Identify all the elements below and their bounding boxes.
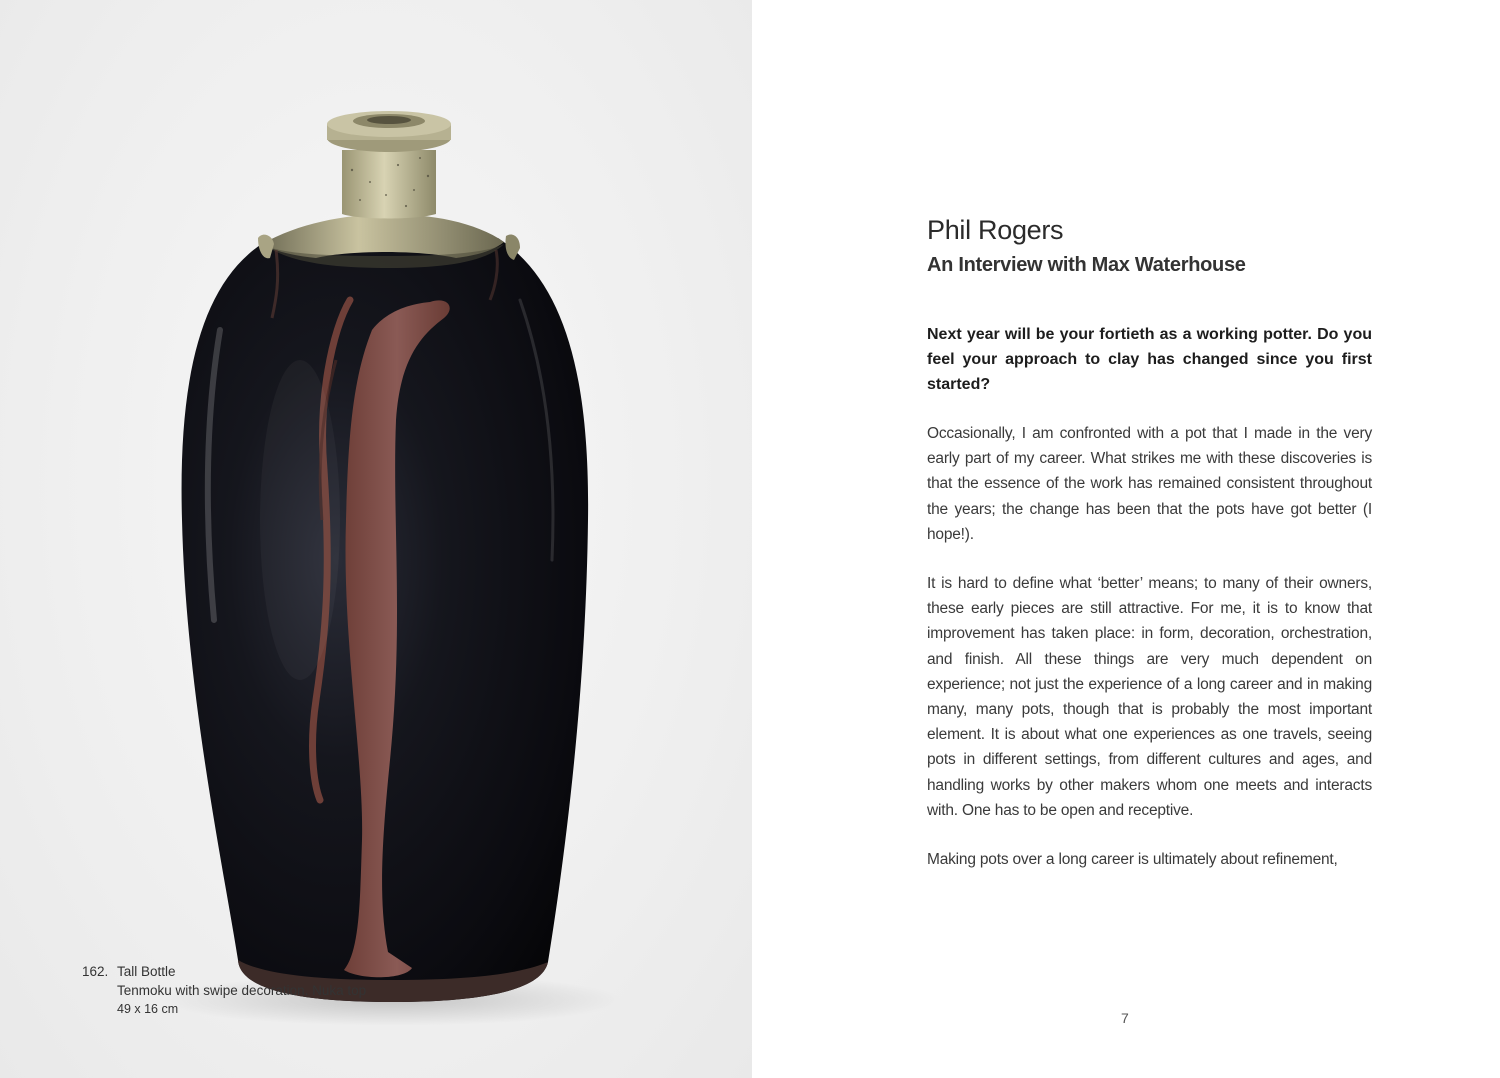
answer-paragraph: Making pots over a long career is ultimately about refinement, <box>927 851 1338 869</box>
caption-title: Tall Bottle <box>117 964 176 979</box>
bottle-neck <box>342 150 436 219</box>
answer-paragraph: It is hard to define what ‘better’ means; to many of their owners, these early pieces are still attractive. For me, it is to know that improvement has taken place: in form, decoration, orchestration, and finish. All these things are very much dependent on experience; not just the experience of a long career and in making many, many pots, though that is probably the most important element. It is about what one experiences as one travels, seeing pots in different settings, from different cultures and ages, and handling works by other makers whom one meets and interacts with. One has to be open and receptive. <box>927 575 1372 819</box>
caption-dimensions: 49 x 16 cm <box>117 1002 179 1016</box>
answer-paragraph: Occasionally, I am confronted with a pot that I made in the very early part of my career. What strikes me with these discoveries is that the essence of the work has remained consistent throughout the years; the change has been that the pots have got better (I hope!). <box>927 425 1372 543</box>
caption-number: 162. <box>82 964 109 979</box>
article-subtitle: An Interview with Max Waterhouse <box>927 254 1246 276</box>
caption-description: Tenmoku with swipe decoration. Nuka top <box>117 983 367 998</box>
page-number: 7 <box>1121 1010 1129 1026</box>
interview-question: Next year will be your fortieth as a working potter. Do you feel your approach to clay has changed since you first started? <box>927 326 1372 393</box>
nuka-shoulder <box>262 214 504 258</box>
article-column <box>927 212 1372 872</box>
article-title: Phil Rogers <box>927 215 1064 245</box>
right-page <box>752 0 1500 1078</box>
